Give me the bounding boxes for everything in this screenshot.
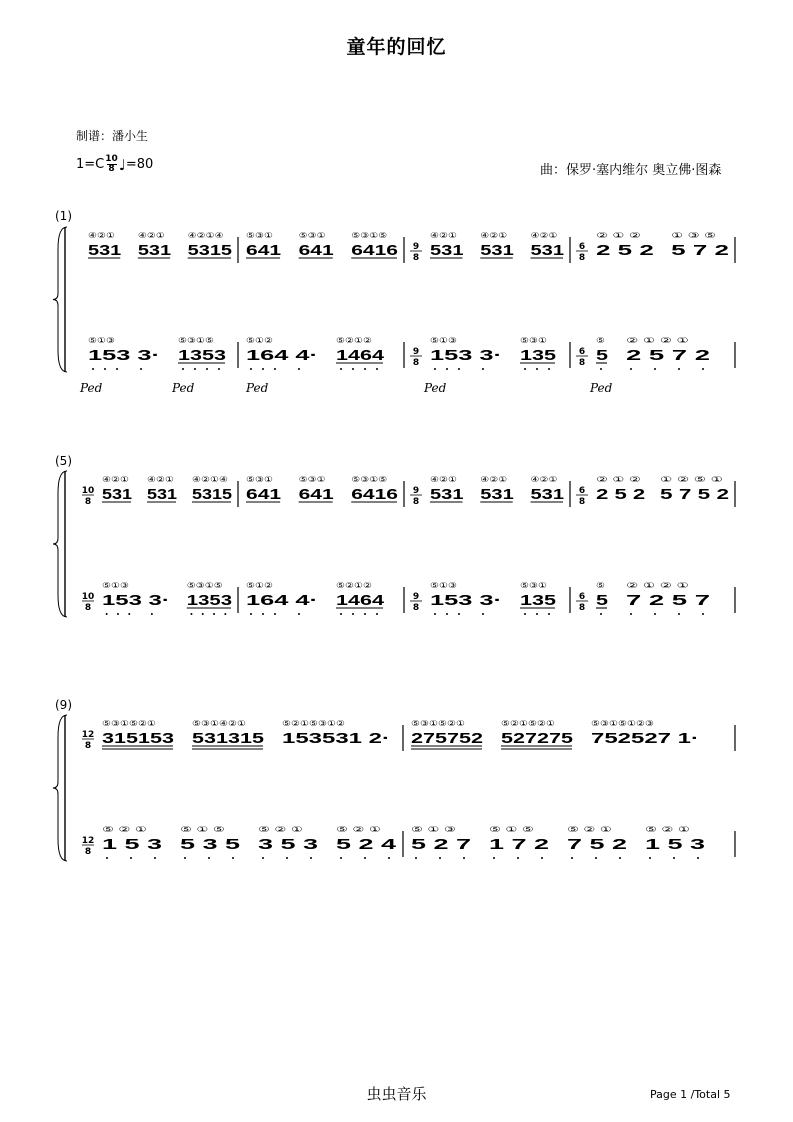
octave-dot bbox=[536, 613, 538, 615]
note-group: 164 4· bbox=[246, 347, 318, 364]
fingering-marks: ⑤②①② bbox=[336, 336, 372, 345]
score-system bbox=[0, 208, 793, 404]
octave-dot bbox=[130, 857, 132, 859]
time-signature-denominator: 8 bbox=[412, 358, 420, 368]
fingering-marks: ④②① bbox=[430, 475, 457, 484]
octave-dot bbox=[673, 857, 675, 859]
fingering-marks: ⑤③① bbox=[246, 475, 273, 484]
octave-dot bbox=[697, 857, 699, 859]
fingering-marks: ⑤ ② ① bbox=[258, 825, 303, 834]
octave-dot bbox=[434, 368, 436, 370]
key-tempo-marking bbox=[76, 155, 153, 174]
fingering-marks: ④②① bbox=[430, 231, 457, 240]
treble-measure bbox=[82, 475, 232, 507]
note-group: 164 4· bbox=[246, 592, 318, 609]
fingering-marks: ② ① ② bbox=[596, 475, 641, 484]
note-group: 531 bbox=[137, 242, 172, 259]
octave-dot bbox=[630, 613, 632, 615]
octave-dot bbox=[310, 857, 312, 859]
octave-dot bbox=[206, 368, 208, 370]
note-group: 7 2 5 7 bbox=[626, 592, 710, 609]
pedal-marking: Ped bbox=[424, 381, 447, 395]
note-group: 1464 bbox=[336, 592, 385, 609]
treble-measure bbox=[88, 231, 232, 259]
octave-dot bbox=[493, 857, 495, 859]
octave-dot bbox=[274, 613, 276, 615]
octave-dot bbox=[250, 368, 252, 370]
time-signature-numerator: 12 bbox=[81, 730, 95, 740]
note-group: 5315 bbox=[192, 486, 232, 503]
note-group: 5 7 5 2 bbox=[660, 486, 729, 503]
key-signature: 1=C bbox=[76, 157, 105, 172]
octave-dot bbox=[678, 368, 680, 370]
note-group: 641 bbox=[246, 242, 282, 259]
note-group: 1 7 2 bbox=[489, 836, 549, 853]
octave-dot bbox=[213, 613, 215, 615]
fingering-marks: ② ① ② bbox=[596, 231, 641, 240]
note-group: 153 3· bbox=[430, 347, 502, 364]
note-group: 5 bbox=[596, 592, 608, 609]
octave-dot bbox=[571, 857, 573, 859]
score-system bbox=[0, 697, 793, 863]
time-signature-numerator: 6 bbox=[578, 347, 586, 357]
time-signature-denominator: 8 bbox=[84, 847, 92, 857]
note-group: 531 bbox=[88, 242, 122, 259]
fingering-marks: ⑤③① bbox=[246, 231, 273, 240]
time-signature-denominator: 8 bbox=[84, 603, 92, 613]
measure-number: (9) bbox=[55, 698, 72, 712]
note-group: 6416 bbox=[351, 486, 398, 503]
time-signature-denominator: 8 bbox=[412, 603, 420, 613]
initial-time-signature bbox=[105, 155, 118, 174]
fingering-marks: ⑤③①⑤ bbox=[178, 336, 214, 345]
note-group: 641 bbox=[298, 486, 334, 503]
octave-dot bbox=[482, 613, 484, 615]
fingering-marks: ⑤ ① ③ bbox=[411, 825, 456, 834]
treble-measure bbox=[246, 231, 398, 259]
fingering-marks: ⑤③①⑤②① bbox=[102, 719, 156, 728]
octave-dot bbox=[415, 857, 417, 859]
note-group: 7 5 2 bbox=[567, 836, 627, 853]
fingering-marks: ⑤①③ bbox=[102, 581, 129, 590]
note-group: 641 bbox=[246, 486, 282, 503]
fingering-marks: ⑤ ① ⑤ bbox=[489, 825, 534, 834]
bass-measure bbox=[410, 336, 556, 370]
bass-measure bbox=[576, 336, 710, 370]
octave-dot bbox=[232, 857, 234, 859]
note-group: 5 2 7 bbox=[411, 836, 471, 853]
fingering-marks: ⑤③①⑤ bbox=[351, 231, 388, 240]
note-group: 1353 bbox=[186, 592, 232, 609]
pedal-marking: Ped bbox=[80, 381, 103, 395]
octave-dot bbox=[352, 613, 354, 615]
fingering-marks: ④②①④ bbox=[192, 475, 228, 484]
octave-dot bbox=[548, 368, 550, 370]
time-signature-numerator: 10 bbox=[81, 486, 95, 496]
fingering-marks: ⑤ ② ① bbox=[336, 825, 381, 834]
fingering-marks: ⑤①② bbox=[246, 336, 273, 345]
octave-dot bbox=[678, 613, 680, 615]
pedal-marking: Ped bbox=[590, 381, 613, 395]
measure-number: (5) bbox=[55, 454, 72, 468]
octave-dot bbox=[116, 368, 118, 370]
octave-dot bbox=[463, 857, 465, 859]
note-group: 5 7 2 bbox=[671, 242, 729, 259]
bass-measure bbox=[82, 581, 232, 615]
note-group: 5 2 4 bbox=[336, 836, 398, 853]
fingering-marks: ⑤②①② bbox=[336, 581, 372, 590]
fingering-marks: ⑤③①⑤ bbox=[186, 581, 223, 590]
measure-number: (1) bbox=[55, 209, 72, 223]
octave-dot bbox=[649, 857, 651, 859]
treble-measure bbox=[411, 719, 699, 749]
octave-dot bbox=[154, 857, 156, 859]
octave-dot bbox=[600, 613, 602, 615]
octave-dot bbox=[298, 613, 300, 615]
octave-dot bbox=[524, 613, 526, 615]
treble-measure bbox=[246, 475, 398, 503]
fingering-marks: ④②① bbox=[530, 231, 558, 240]
note-group: 531315 bbox=[192, 730, 264, 747]
octave-dot bbox=[262, 613, 264, 615]
note-group: 135 bbox=[520, 347, 556, 364]
octave-dot bbox=[541, 857, 543, 859]
octave-dot bbox=[352, 368, 354, 370]
octave-dot bbox=[434, 613, 436, 615]
octave-dot bbox=[364, 857, 366, 859]
bass-measure bbox=[246, 336, 385, 370]
time-signature-denominator: 8 bbox=[578, 497, 586, 507]
fingering-marks: ⑤③①⑤②① bbox=[411, 719, 465, 728]
octave-dot bbox=[376, 613, 378, 615]
octave-dot bbox=[262, 368, 264, 370]
octave-dot bbox=[548, 613, 550, 615]
octave-dot bbox=[439, 857, 441, 859]
treble-measure bbox=[576, 231, 729, 263]
octave-dot bbox=[202, 613, 204, 615]
bass-measure bbox=[82, 825, 397, 859]
octave-dot bbox=[250, 613, 252, 615]
octave-dot bbox=[364, 368, 366, 370]
octave-dot bbox=[184, 857, 186, 859]
note-group: 153 3· bbox=[88, 347, 160, 364]
fingering-marks: ⑤ ② ① bbox=[567, 825, 612, 834]
note-group: 2 5 2 bbox=[596, 486, 646, 503]
octave-dot bbox=[286, 857, 288, 859]
octave-dot bbox=[218, 368, 220, 370]
octave-dot bbox=[117, 613, 119, 615]
time-signature-denominator: 8 bbox=[108, 164, 115, 174]
note-group: 527275 bbox=[501, 730, 573, 747]
time-signature-denominator: 8 bbox=[578, 603, 586, 613]
treble-measure bbox=[410, 231, 564, 263]
octave-dot bbox=[224, 613, 226, 615]
score-system bbox=[0, 453, 793, 619]
fingering-marks: ① ② ⑤ ① bbox=[660, 475, 724, 484]
octave-dot bbox=[92, 368, 94, 370]
octave-dot bbox=[524, 368, 526, 370]
octave-dot bbox=[104, 368, 106, 370]
note-group: 5 3 5 bbox=[180, 836, 240, 853]
note-group: 641 bbox=[298, 242, 334, 259]
fingering-marks: ⑤③① bbox=[520, 581, 547, 590]
fingering-marks: ⑤ bbox=[596, 336, 605, 345]
octave-dot bbox=[446, 368, 448, 370]
fingering-marks: ② ① ② ① bbox=[626, 581, 689, 590]
time-signature-numerator: 9 bbox=[412, 242, 420, 252]
octave-dot bbox=[654, 613, 656, 615]
bass-measure bbox=[410, 581, 556, 615]
octave-dot bbox=[340, 613, 342, 615]
fingering-marks: ⑤③① bbox=[520, 336, 547, 345]
octave-dot bbox=[446, 613, 448, 615]
octave-dot bbox=[458, 368, 460, 370]
fingering-marks: ⑤③①④②① bbox=[192, 719, 246, 728]
fingering-marks: ⑤ ① ⑤ bbox=[180, 825, 225, 834]
bass-measure bbox=[246, 581, 385, 615]
octave-dot bbox=[364, 613, 366, 615]
treble-measure bbox=[576, 475, 729, 507]
note-group: 1 5 3 bbox=[102, 836, 162, 853]
octave-dot bbox=[702, 368, 704, 370]
fingering-marks: ④②① bbox=[88, 231, 115, 240]
fingering-marks: ④②① bbox=[530, 475, 558, 484]
octave-dot bbox=[595, 857, 597, 859]
publisher-footer: 虫虫音乐 bbox=[366, 1085, 427, 1103]
fingering-marks: ⑤③①⑤①②③ bbox=[591, 719, 654, 728]
note-group: 1353 bbox=[178, 347, 226, 364]
octave-dot bbox=[151, 613, 153, 615]
octave-dot bbox=[106, 613, 108, 615]
octave-dot bbox=[517, 857, 519, 859]
note-group: 6416 bbox=[351, 242, 398, 259]
bass-measure bbox=[576, 581, 710, 615]
time-signature-denominator: 8 bbox=[578, 358, 586, 368]
octave-dot bbox=[654, 368, 656, 370]
note-group: 3 5 3 bbox=[258, 836, 318, 853]
time-signature-numerator: 12 bbox=[81, 836, 95, 846]
octave-dot bbox=[340, 857, 342, 859]
octave-dot bbox=[106, 857, 108, 859]
octave-dot bbox=[388, 857, 390, 859]
time-signature-numerator: 6 bbox=[578, 242, 586, 252]
fingering-marks: ⑤③① bbox=[298, 475, 326, 484]
octave-dot bbox=[182, 368, 184, 370]
treble-measure bbox=[82, 719, 390, 751]
octave-dot bbox=[208, 857, 210, 859]
octave-dot bbox=[298, 368, 300, 370]
pedal-marking: Ped bbox=[246, 381, 269, 395]
fingering-marks: ④②①④ bbox=[187, 231, 224, 240]
time-signature-numerator: 9 bbox=[412, 592, 420, 602]
time-signature-numerator: 9 bbox=[412, 486, 420, 496]
fingering-marks: ④②① bbox=[480, 475, 508, 484]
note-group: 531 bbox=[102, 486, 132, 503]
fingering-marks: ⑤③① bbox=[298, 231, 326, 240]
time-signature-denominator: 8 bbox=[412, 253, 420, 263]
note-group: 531 bbox=[147, 486, 177, 503]
fingering-marks: ① ③ ⑤ bbox=[671, 231, 717, 240]
arranger-credit: 制谱：潘小生 bbox=[76, 129, 149, 143]
fingering-marks: ⑤ ② ① bbox=[102, 825, 147, 834]
note-group: 275752 bbox=[411, 730, 483, 747]
time-signature-numerator: 6 bbox=[578, 486, 586, 496]
note-group: 531 bbox=[530, 242, 564, 259]
fingering-marks: ⑤①③ bbox=[88, 336, 115, 345]
octave-dot bbox=[630, 368, 632, 370]
fingering-marks: ⑤②①⑤③①② bbox=[282, 719, 345, 728]
treble-measure bbox=[410, 475, 564, 507]
quarter-note-icon: ♩ bbox=[118, 155, 126, 174]
octave-dot bbox=[274, 368, 276, 370]
octave-dot bbox=[482, 368, 484, 370]
time-signature-numerator: 10 bbox=[105, 154, 118, 164]
time-signature-numerator: 10 bbox=[81, 592, 95, 602]
time-signature-denominator: 8 bbox=[412, 497, 420, 507]
fingering-marks: ④②① bbox=[137, 231, 165, 240]
note-group: 531 bbox=[530, 486, 564, 503]
tempo-value: =80 bbox=[125, 157, 154, 172]
note-group: 5 bbox=[596, 347, 608, 364]
octave-dot bbox=[458, 613, 460, 615]
note-group: 315153 bbox=[102, 730, 174, 747]
note-group: 135 bbox=[520, 592, 556, 609]
octave-dot bbox=[376, 368, 378, 370]
page-number: Page 1 /Total 5 bbox=[650, 1088, 731, 1101]
time-signature-numerator: 6 bbox=[578, 592, 586, 602]
octave-dot bbox=[128, 613, 130, 615]
bass-measure bbox=[411, 825, 705, 859]
fingering-marks: ⑤③①⑤ bbox=[351, 475, 388, 484]
octave-dot bbox=[190, 613, 192, 615]
note-group: 153531 2· bbox=[282, 730, 390, 747]
note-group: 1464 bbox=[336, 347, 385, 364]
octave-dot bbox=[194, 368, 196, 370]
fingering-marks: ⑤ bbox=[596, 581, 605, 590]
time-signature-numerator: 9 bbox=[412, 347, 420, 357]
octave-dot bbox=[619, 857, 621, 859]
time-signature-denominator: 8 bbox=[84, 497, 92, 507]
fingering-marks: ⑤ ② ① bbox=[645, 825, 690, 834]
fingering-marks: ⑤②①⑤②① bbox=[501, 719, 555, 728]
fingering-marks: ⑤①② bbox=[246, 581, 273, 590]
note-group: 1 5 3 bbox=[645, 836, 705, 853]
note-group: 2 5 2 bbox=[596, 242, 654, 259]
note-group: 531 bbox=[480, 486, 514, 503]
note-group: 153 3· bbox=[430, 592, 502, 609]
fingering-marks: ④②① bbox=[147, 475, 174, 484]
note-group: 752527 1· bbox=[591, 730, 699, 747]
note-group: 531 bbox=[430, 242, 464, 259]
time-signature-denominator: 8 bbox=[578, 253, 586, 263]
fingering-marks: ④②① bbox=[480, 231, 508, 240]
score-title: 童年的回忆 bbox=[346, 36, 447, 58]
bass-measure bbox=[88, 336, 226, 370]
octave-dot bbox=[340, 368, 342, 370]
note-group: 5315 bbox=[187, 242, 232, 259]
octave-dot bbox=[536, 368, 538, 370]
fingering-marks: ⑤①③ bbox=[430, 581, 457, 590]
fingering-marks: ⑤①③ bbox=[430, 336, 457, 345]
note-group: 153 3· bbox=[102, 592, 170, 609]
fingering-marks: ② ① ② ① bbox=[626, 336, 689, 345]
octave-dot bbox=[262, 857, 264, 859]
note-group: 531 bbox=[430, 486, 464, 503]
composer-credit: 曲：保罗·塞内维尔 奥立佛·图森 bbox=[540, 163, 722, 178]
octave-dot bbox=[140, 368, 142, 370]
note-group: 2 5 7 2 bbox=[626, 347, 710, 364]
octave-dot bbox=[702, 613, 704, 615]
time-signature-denominator: 8 bbox=[84, 741, 92, 751]
fingering-marks: ④②① bbox=[102, 475, 129, 484]
pedal-marking: Ped bbox=[172, 381, 195, 395]
note-group: 531 bbox=[480, 242, 514, 259]
octave-dot bbox=[600, 368, 602, 370]
